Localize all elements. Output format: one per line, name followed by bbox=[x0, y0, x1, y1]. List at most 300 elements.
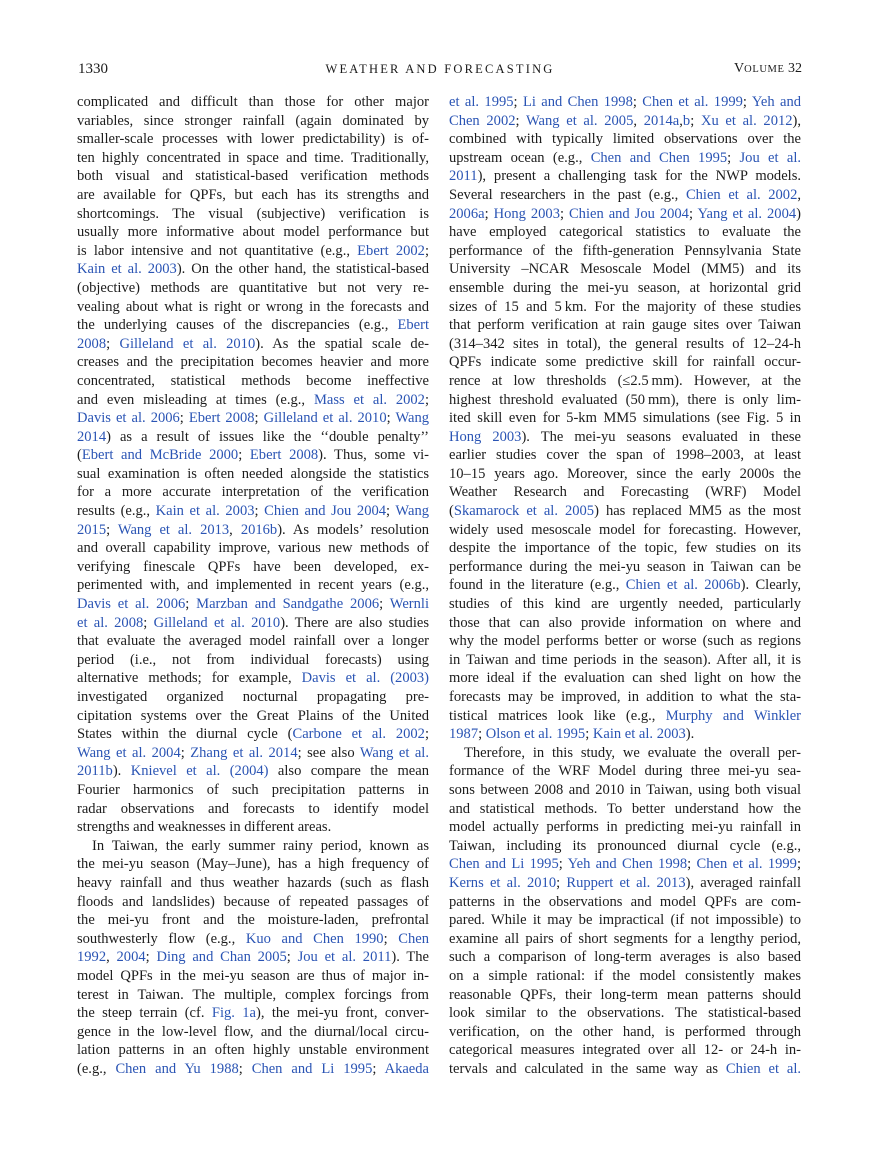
text-line bbox=[77, 149, 429, 168]
text-line bbox=[449, 707, 801, 726]
text-line bbox=[77, 874, 429, 893]
body-text: ; bbox=[145, 949, 157, 966]
citation-link[interactable]: Zhang et al. 2014 bbox=[190, 744, 298, 761]
body-text: Fourier harmonics of such precipitation patterns in bbox=[77, 781, 429, 798]
text-line bbox=[449, 205, 801, 224]
text-line bbox=[449, 558, 801, 577]
text-line bbox=[77, 93, 429, 112]
text-line bbox=[77, 967, 429, 986]
body-text: period (i.e., not from individual forecasts) using bbox=[77, 651, 429, 668]
body-text: ; bbox=[143, 614, 154, 631]
text-line bbox=[449, 260, 801, 279]
body-text: model actually performs in predicting mei-yu rainfall in bbox=[449, 819, 801, 836]
text-line bbox=[77, 205, 429, 224]
citation-link[interactable]: Ding and Chan 2005 bbox=[156, 949, 287, 966]
citation-link[interactable]: Skamarock et al. 2005 bbox=[453, 503, 595, 520]
citation-link[interactable]: Yeh and bbox=[751, 94, 801, 110]
body-text: ; bbox=[254, 503, 265, 520]
body-text: concentrated, statistical methods become ineffective bbox=[77, 372, 429, 389]
text-line bbox=[449, 818, 801, 837]
text-line bbox=[77, 521, 429, 540]
citation-link[interactable]: 2016b bbox=[240, 521, 278, 538]
text-line bbox=[77, 1060, 429, 1079]
body-text: ; bbox=[185, 596, 197, 613]
body-text: QPFs indicate some predictive skill for rainfall occur- bbox=[449, 354, 801, 371]
text-line bbox=[77, 651, 429, 670]
body-text: is labor intensive and not quantitative (e.g., bbox=[77, 242, 358, 259]
body-text: tervals and calculated in the same way as bbox=[449, 1060, 726, 1077]
text-line bbox=[77, 762, 429, 781]
citation-link[interactable]: Wang bbox=[395, 410, 429, 427]
body-text: pared. While it may be impractical (if not impossible) to bbox=[449, 912, 801, 929]
text-line bbox=[77, 818, 429, 837]
text-line bbox=[449, 595, 801, 614]
citation-link[interactable]: Chien et al. 2006b bbox=[625, 577, 741, 594]
body-text: ; bbox=[254, 410, 264, 427]
body-text: sizes of 15 and 5 km. For the majority of these studies bbox=[449, 298, 801, 315]
citation-link[interactable]: Fig. 1a bbox=[211, 1005, 257, 1022]
citation-link[interactable]: 2014a bbox=[643, 112, 680, 129]
citation-link[interactable]: Carbone et al. 2002 bbox=[292, 726, 425, 743]
citation-link[interactable]: Murphy and Winkler bbox=[665, 707, 801, 724]
body-text: ). There are also studies bbox=[280, 614, 429, 631]
text-line bbox=[77, 707, 429, 726]
text-line bbox=[77, 316, 429, 335]
citation-link[interactable]: Olson et al. 1995 bbox=[485, 726, 586, 743]
body-text: University –NCAR Mesoscale Model (MM5) and its bbox=[449, 261, 801, 278]
body-text: and statistical methods. To better understand how the bbox=[449, 800, 801, 817]
citation-link[interactable]: Davis et al. (2003) bbox=[301, 670, 429, 687]
left-text-column bbox=[77, 93, 429, 1078]
volume-word-rest: OLUME bbox=[744, 64, 785, 75]
body-text: Therefore, in this study, we evaluate the overall per- bbox=[464, 744, 801, 761]
body-text: ; bbox=[383, 930, 399, 947]
citation-link[interactable]: 2015 bbox=[77, 521, 107, 538]
body-text: alternative methods; for example, bbox=[77, 670, 302, 687]
text-line bbox=[449, 744, 801, 763]
citation-link[interactable]: 1992 bbox=[77, 949, 107, 966]
text-line bbox=[449, 428, 801, 447]
citation-link[interactable]: 2011b bbox=[77, 763, 113, 780]
text-line bbox=[449, 1060, 801, 1079]
text-line bbox=[77, 465, 429, 484]
body-text: ten highly concentrated in space and time. Traditionally, bbox=[77, 149, 429, 166]
text-line bbox=[449, 576, 801, 595]
citation-link[interactable]: 2014 bbox=[77, 428, 107, 445]
text-line bbox=[77, 1004, 429, 1023]
text-line bbox=[449, 948, 801, 967]
citation-link[interactable]: Kain et al. 2003 bbox=[77, 261, 177, 278]
text-line bbox=[449, 335, 801, 354]
text-line bbox=[449, 874, 801, 893]
body-text: patterns in the observations and model QPFs are com- bbox=[449, 893, 801, 910]
citation-link[interactable]: Chen and Li 1995 bbox=[449, 856, 559, 873]
journal-title: WEATHER AND FORECASTING bbox=[325, 62, 555, 76]
text-line bbox=[449, 837, 801, 856]
citation-link[interactable]: Wang et al. 2005 bbox=[525, 112, 634, 129]
text-line bbox=[449, 372, 801, 391]
body-text: results (e.g., bbox=[77, 503, 156, 520]
body-text: ). On the other hand, the statistical-based bbox=[176, 261, 429, 278]
body-text: examine all pairs of short segments for a lengthy period, bbox=[449, 930, 801, 947]
citation-link[interactable]: Chen 2002 bbox=[449, 112, 516, 129]
citation-link[interactable]: Ebert and McBride 2000 bbox=[81, 447, 239, 464]
body-text: ; bbox=[585, 726, 593, 743]
citation-link[interactable]: Kain et al. 2003 bbox=[592, 726, 686, 743]
body-text: ited skill even for 5-km MM5 simulations (see Fig. 5 in bbox=[449, 410, 801, 427]
body-text: ; bbox=[515, 112, 526, 129]
body-text: Several researchers in the past (e.g., bbox=[449, 186, 686, 203]
citation-link[interactable]: Chen and Chen 1995 bbox=[590, 149, 728, 166]
body-text: , bbox=[229, 521, 241, 538]
body-text: performance during the mei-yu season in Taiwan can be bbox=[449, 558, 801, 575]
text-line bbox=[449, 986, 801, 1005]
body-text: ; bbox=[727, 149, 740, 166]
text-line bbox=[449, 669, 801, 688]
text-line bbox=[449, 223, 801, 242]
body-text: , bbox=[679, 112, 683, 129]
body-text: those that can also provide information on where and bbox=[449, 614, 801, 631]
text-line bbox=[77, 688, 429, 707]
body-text: ; bbox=[424, 242, 429, 259]
body-text: In Taiwan, the early summer rainy period, known as bbox=[92, 837, 429, 854]
body-text: ; bbox=[286, 949, 298, 966]
citation-link[interactable]: Chen bbox=[398, 930, 429, 947]
text-line bbox=[77, 446, 429, 465]
volume-word-initial: V bbox=[734, 61, 745, 76]
text-line bbox=[77, 223, 429, 242]
text-line bbox=[449, 762, 801, 781]
text-line bbox=[77, 130, 429, 149]
body-text: such a comparison of long-term averages is also based bbox=[449, 949, 801, 966]
citation-link[interactable]: Wang et al. 2004 bbox=[77, 744, 181, 761]
citation-link[interactable]: Knievel et al. (2004) bbox=[130, 763, 269, 780]
volume-number: 32 bbox=[788, 61, 802, 76]
body-text: perimented with, and implemented in recent years (e.g., bbox=[77, 577, 429, 594]
citation-link[interactable]: Chen and Li 1995 bbox=[251, 1060, 373, 1077]
body-text: 10–15 years ago. Moreover, since the early 2000s the bbox=[449, 465, 801, 482]
text-line bbox=[449, 93, 801, 112]
citation-link[interactable]: et al. 1995 bbox=[449, 94, 514, 110]
body-text: model QPFs in the mei-yu season are thus of major in- bbox=[77, 967, 429, 984]
body-text: ; bbox=[424, 726, 429, 743]
body-text: ; bbox=[687, 856, 697, 873]
text-line bbox=[449, 781, 801, 800]
citation-link[interactable]: Chen et al. 1999 bbox=[696, 856, 797, 873]
text-line bbox=[77, 855, 429, 874]
text-line bbox=[449, 911, 801, 930]
body-text: ) as a result of issues like the ‘‘double penalty’’ bbox=[106, 428, 429, 445]
body-text: earlier studies cover the span of 1998–2003, at least bbox=[449, 447, 801, 464]
text-line bbox=[449, 1023, 801, 1042]
citation-link[interactable]: Chen and Yu 1988 bbox=[115, 1060, 239, 1077]
text-line bbox=[449, 409, 801, 428]
citation-link[interactable]: Chien and Jou 2004 bbox=[264, 503, 387, 520]
body-text: the steep terrain (cf. bbox=[77, 1005, 212, 1022]
citation-link[interactable]: Chen et al. 1999 bbox=[642, 94, 743, 110]
body-text: ; bbox=[742, 94, 752, 110]
text-line bbox=[449, 502, 801, 521]
body-text: ; bbox=[106, 521, 118, 538]
body-text: ; bbox=[513, 94, 523, 110]
right-text-column bbox=[449, 93, 801, 1078]
citation-link[interactable]: Ebert 2008 bbox=[188, 410, 255, 427]
body-text: ). As the spatial scale de- bbox=[255, 335, 429, 352]
citation-link[interactable]: 2011 bbox=[449, 168, 478, 185]
body-text: southwesterly flow (e.g., bbox=[77, 930, 246, 947]
text-line bbox=[77, 391, 429, 410]
text-line bbox=[77, 595, 429, 614]
body-text: , bbox=[797, 186, 801, 203]
body-text: ( bbox=[449, 503, 454, 520]
body-text: performance of the fifth-generation Pennsylvania State bbox=[449, 242, 801, 259]
body-text: ; bbox=[688, 205, 698, 222]
text-line bbox=[449, 688, 801, 707]
body-text: States within the diurnal cycle ( bbox=[77, 726, 293, 743]
citation-link[interactable]: et al. 2008 bbox=[77, 614, 144, 631]
body-text: ; bbox=[690, 112, 701, 129]
body-text: have employed categorical statistics to evaluate the bbox=[449, 224, 801, 241]
body-text: sual examination is often needed alongside the statistics bbox=[77, 465, 429, 482]
citation-link[interactable]: Marzban and Sandgathe 2006 bbox=[196, 596, 380, 613]
text-line bbox=[77, 781, 429, 800]
citation-link[interactable]: 2004 bbox=[116, 949, 146, 966]
text-line bbox=[77, 576, 429, 595]
body-text: ; bbox=[238, 1060, 252, 1077]
citation-link[interactable]: Ruppert et al. 2013 bbox=[566, 874, 686, 891]
citation-link[interactable]: Li and Chen 1998 bbox=[522, 94, 633, 110]
body-text: in Taiwan and time periods in the season). After all, it is bbox=[449, 651, 801, 668]
citation-link[interactable]: b bbox=[682, 112, 691, 129]
body-text: found in the literature (e.g., bbox=[449, 577, 626, 594]
body-text: verifying finescale QPFs have been developed, ex- bbox=[77, 558, 429, 575]
body-text: ). bbox=[685, 726, 695, 743]
citation-link[interactable]: Chien and Jou 2004 bbox=[568, 205, 689, 222]
text-line bbox=[77, 669, 429, 688]
citation-link[interactable]: Davis et al. 2006 bbox=[77, 596, 186, 613]
body-text: widely used mesoscale model for forecasting. However, bbox=[449, 521, 801, 538]
text-line bbox=[77, 930, 429, 949]
body-text: ). Clearly, bbox=[740, 577, 801, 594]
text-line bbox=[449, 632, 801, 651]
text-line bbox=[77, 744, 429, 763]
citation-link[interactable]: Chien et al. 2002 bbox=[685, 186, 798, 203]
text-line bbox=[449, 465, 801, 484]
body-text: terest in Taiwan. The multiple, complex forcings from bbox=[77, 986, 429, 1003]
text-line bbox=[77, 167, 429, 186]
text-line bbox=[77, 539, 429, 558]
citation-link[interactable]: Ebert 2008 bbox=[249, 447, 319, 464]
text-line bbox=[449, 353, 801, 372]
body-text: ). As models’ resolution bbox=[277, 521, 429, 538]
body-text: are available for QPFs, but each has its strengths and bbox=[77, 186, 429, 203]
body-text: cipitation systems over the Great Plains of the United bbox=[77, 707, 429, 724]
body-text: ; bbox=[386, 410, 396, 427]
text-line bbox=[449, 316, 801, 335]
text-line bbox=[77, 372, 429, 391]
body-text: lation patterns in an often highly unstable environment bbox=[77, 1042, 429, 1059]
body-text: creases and the precipitation becomes heavier and more bbox=[77, 354, 429, 371]
body-text: (e.g., bbox=[77, 1060, 116, 1077]
body-text: ; bbox=[238, 447, 250, 464]
body-text: ). The mei-yu seasons evaluated in these bbox=[521, 428, 801, 445]
body-text: shortcomings. The visual (subjective) verification is bbox=[77, 205, 429, 222]
body-text: ) bbox=[796, 205, 801, 222]
text-line bbox=[449, 967, 801, 986]
body-text: vealing about what is right or wrong in the forecasts and bbox=[77, 298, 429, 315]
text-line bbox=[449, 446, 801, 465]
citation-link[interactable]: Gilleland et al. 2010 bbox=[119, 335, 256, 352]
body-text: ; bbox=[180, 744, 191, 761]
body-text: ) has replaced MM5 as the most bbox=[594, 503, 801, 520]
citation-link[interactable]: 2006a bbox=[449, 205, 485, 222]
text-line bbox=[77, 409, 429, 428]
citation-link[interactable]: Xu et al. 2012 bbox=[700, 112, 793, 129]
text-line bbox=[77, 837, 429, 856]
text-line bbox=[449, 539, 801, 558]
body-text: ; bbox=[484, 205, 494, 222]
text-line bbox=[449, 614, 801, 633]
text-line bbox=[77, 948, 429, 967]
body-text: ), present a challenging task for the NWP models. bbox=[477, 168, 801, 185]
text-line bbox=[77, 335, 429, 354]
body-text: and even misleading at times (e.g., bbox=[77, 391, 314, 408]
body-text: the mei-yu front and the moisture-laden, prefrontal bbox=[77, 912, 429, 929]
body-text: ; bbox=[372, 1060, 385, 1077]
text-line bbox=[77, 428, 429, 447]
citation-link[interactable]: Gilleland et al. 2010 bbox=[263, 410, 387, 427]
citation-link[interactable]: Wang et al. bbox=[359, 744, 429, 761]
text-line bbox=[449, 167, 801, 186]
body-text: investigated organized nocturnal propagating pre- bbox=[77, 689, 429, 705]
text-line bbox=[449, 1004, 801, 1023]
body-text: combined with typically limited observations over the bbox=[449, 131, 801, 148]
citation-link[interactable]: Jou et al. bbox=[739, 149, 801, 166]
body-text: highest threshold evaluated (50 mm), there is only lim- bbox=[449, 391, 801, 408]
citation-link[interactable]: Davis et al. 2006 bbox=[77, 410, 180, 427]
citation-link[interactable]: Mass et al. 2002 bbox=[313, 391, 425, 408]
body-text: , bbox=[633, 112, 644, 129]
body-text: ; bbox=[559, 205, 569, 222]
body-text: the underlying causes of the discrepancies (e.g., bbox=[77, 317, 398, 334]
citation-link[interactable]: 1987 bbox=[449, 726, 479, 743]
citation-link[interactable]: Hong 2003 bbox=[449, 428, 522, 445]
text-line bbox=[77, 502, 429, 521]
body-text: ; bbox=[424, 391, 429, 408]
body-text: ), averaged rainfall bbox=[685, 874, 801, 891]
citation-link[interactable]: Gilleland et al. 2010 bbox=[153, 614, 281, 631]
body-text: that evaluate the averaged model rainfall over a longer bbox=[77, 633, 429, 650]
body-text: for a more accurate interpretation of the verification bbox=[77, 484, 429, 501]
body-text: Weather Research and Forecasting (WRF) Model bbox=[449, 484, 801, 501]
body-text: radar observations and forecasts to identify model bbox=[77, 800, 429, 817]
body-text: ; bbox=[796, 856, 801, 873]
citation-link[interactable]: Akaeda bbox=[384, 1060, 429, 1077]
text-line bbox=[449, 130, 801, 149]
body-text: (314–342 sites in total), the general results of 12–24-h bbox=[449, 335, 801, 352]
citation-link[interactable]: Ebert bbox=[397, 317, 429, 334]
text-line bbox=[77, 632, 429, 651]
body-text: complicated and difficult than those for other major bbox=[77, 94, 429, 110]
body-text: ), bbox=[792, 112, 801, 129]
text-line bbox=[77, 298, 429, 317]
citation-link[interactable]: Ebert 2002 bbox=[357, 242, 425, 259]
citation-link[interactable]: 2008 bbox=[77, 335, 107, 352]
citation-link[interactable]: Kain et al. 2003 bbox=[155, 503, 255, 520]
body-text: that perform verification at rain gauge sites over Taiwan bbox=[449, 317, 801, 334]
body-text: despite the importance of the topic, few studies on its bbox=[449, 540, 801, 557]
text-line bbox=[449, 242, 801, 261]
text-line bbox=[449, 149, 801, 168]
body-text: smaller-scale processes with lower predictability) is of- bbox=[77, 131, 429, 148]
body-text: the mei-yu season (May–June), has a high frequency of bbox=[77, 856, 429, 873]
text-line bbox=[449, 725, 801, 744]
citation-link[interactable]: Kuo and Chen 1990 bbox=[245, 930, 384, 947]
body-text: more ideal if the evaluation can shed light on how the bbox=[449, 670, 801, 687]
body-text: usually more informative about model performance but bbox=[77, 224, 429, 241]
text-line bbox=[449, 893, 801, 912]
text-line bbox=[77, 186, 429, 205]
citation-link[interactable]: Wang et al. 2013 bbox=[117, 521, 230, 538]
text-line bbox=[449, 391, 801, 410]
body-text: reasonable QPFs, their long-term mean patterns should bbox=[449, 986, 801, 1003]
text-line bbox=[449, 930, 801, 949]
body-text: upstream ocean (e.g., bbox=[449, 149, 591, 166]
citation-link[interactable]: Wernli bbox=[389, 596, 429, 613]
body-text: forecasts may be improved, in addition to what the sta- bbox=[449, 689, 801, 705]
body-text: verification, on the other hand, is performed through bbox=[449, 1023, 801, 1040]
running-header bbox=[78, 61, 802, 81]
body-text: ). bbox=[112, 763, 131, 780]
citation-link[interactable]: Wang bbox=[395, 503, 429, 520]
body-text: ; bbox=[179, 410, 189, 427]
body-text: ; bbox=[106, 335, 120, 352]
text-line bbox=[77, 986, 429, 1005]
citation-link[interactable]: Kerns et al. 2010 bbox=[449, 874, 557, 891]
body-text: , bbox=[106, 949, 117, 966]
text-line bbox=[77, 260, 429, 279]
text-line bbox=[77, 1023, 429, 1042]
body-text: tistical matrices look like (e.g., bbox=[449, 707, 666, 724]
citation-link[interactable]: Yeh and Chen 1998 bbox=[567, 856, 688, 873]
body-text: variables, since stronger rainfall (again dominated by bbox=[77, 112, 429, 129]
citation-link[interactable]: Chien et al. bbox=[725, 1060, 801, 1077]
body-text: why the model performs better or worse (such as regions bbox=[449, 633, 801, 650]
body-text: sons between 2008 and 2010 in Taiwan, using both visual bbox=[449, 781, 801, 798]
body-text: on a simple rational: if the model consistently makes bbox=[449, 967, 801, 984]
text-line bbox=[77, 800, 429, 819]
text-line bbox=[77, 483, 429, 502]
body-text: ; bbox=[558, 856, 568, 873]
body-text: ). The bbox=[391, 949, 429, 966]
body-text: floods and landslides) because of repeated passages of bbox=[77, 893, 429, 910]
text-line bbox=[77, 353, 429, 372]
body-text: ; bbox=[379, 596, 390, 613]
citation-link[interactable]: Yang et al. 2004 bbox=[697, 205, 797, 222]
body-text: ( bbox=[77, 447, 82, 464]
body-text: ; bbox=[632, 94, 643, 110]
body-text: both visual and statistical-based verification methods bbox=[77, 168, 429, 185]
body-text: Taiwan, including its pronounced diurnal cycle (e.g., bbox=[449, 837, 801, 854]
citation-link[interactable]: Hong 2003 bbox=[493, 205, 560, 222]
body-text: ; bbox=[478, 726, 486, 743]
body-text: studies of this kind are urgently needed, particularly bbox=[449, 596, 801, 613]
citation-link[interactable]: Jou et al. 2011 bbox=[297, 949, 392, 966]
body-text: ), the mei-yu front, conver- bbox=[256, 1005, 429, 1022]
body-text: and overall capability improve, various new methods of bbox=[77, 540, 429, 557]
text-line bbox=[449, 298, 801, 317]
body-text: ; bbox=[386, 503, 396, 520]
